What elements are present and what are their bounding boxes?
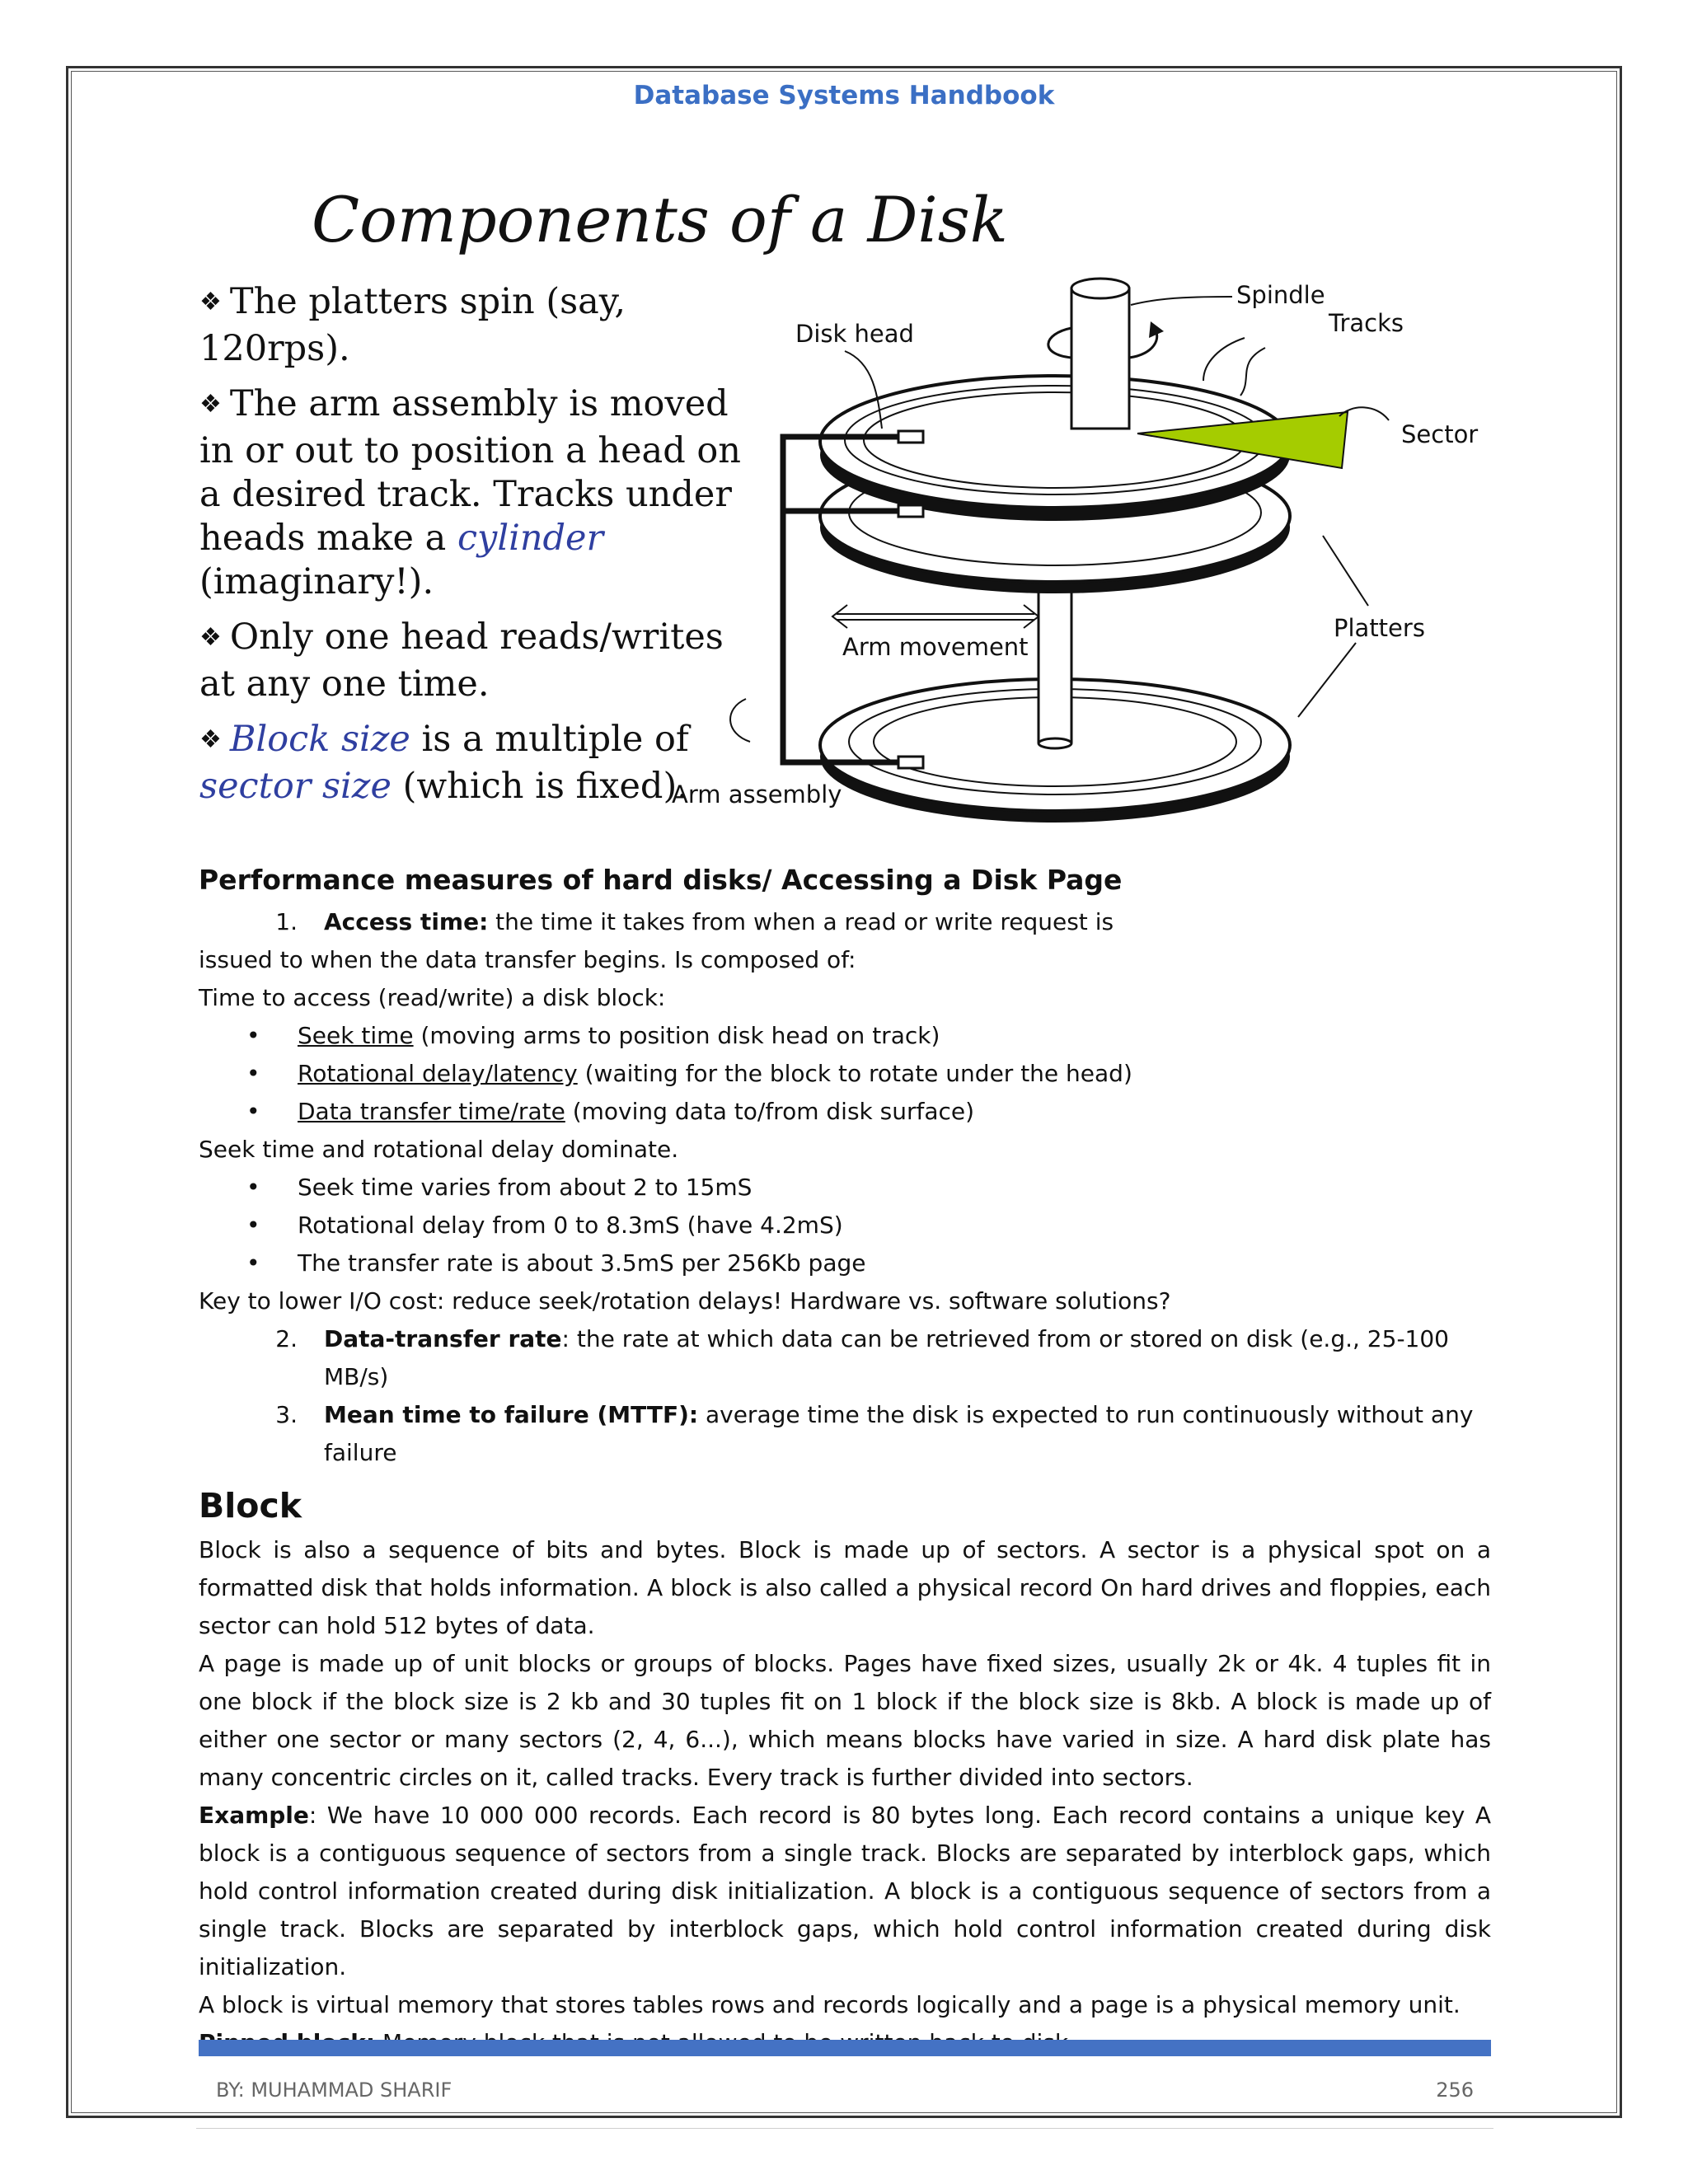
- paragraph: Example: We have 10 000 000 records. Each record is 80 bytes long. Each record contains a unique key A block is a contiguous sequence of sectors from a single track. Blocks are separated by interblock gaps, which hold control information created during disk initialization. A block is a contiguous sequence of sectors from a single track. Blocks are separated by interblock gaps, which hold control information created during disk initialization.: [199, 1802, 1491, 1980]
- numbered-item: 2. Data-transfer rate: the rate at which data can be retrieved from or stored on disk (e.g., 25-100 MB/s): [275, 1325, 1449, 1390]
- bullet-icon: •: [246, 1212, 260, 1239]
- numbered-item: 1. Access time: the time it takes from when a read or write request is: [275, 908, 1114, 935]
- slide-title: Components of a Disk: [312, 183, 1008, 256]
- diamond-bullet-icon: ❖: [199, 725, 222, 754]
- spindle-upper: [1071, 288, 1129, 429]
- slide-bullet: ❖ The arm assembly is moved in or out to position a head on a desired track. Tracks under heads make a cylinder (imaginary!).: [199, 383, 741, 602]
- label-sector: Sector: [1401, 420, 1479, 448]
- numbered-item: 3. Mean time to failure (MTTF): average time the disk is expected to run continuously without any failure: [275, 1401, 1474, 1466]
- bullet-icon: •: [246, 1174, 260, 1201]
- label-tracks: Tracks: [1329, 309, 1404, 337]
- header-title: Database Systems Handbook: [633, 81, 1055, 110]
- label-disk-head: Disk head: [795, 320, 914, 348]
- slide-bullet: ❖ Only one head reads/writes at any one time.: [199, 616, 724, 705]
- paragraph: issued to when the data transfer begins. Is composed of:: [199, 946, 856, 973]
- bottom-divider: [196, 2128, 1493, 2129]
- list-item: • Rotational delay/latency (waiting for the block to rotate under the head): [199, 1055, 1491, 1093]
- diamond-bullet-icon: ❖: [199, 288, 222, 316]
- label-arm-assembly: Arm assembly: [672, 780, 842, 808]
- paragraph: Seek time and rotational delay dominate.: [199, 1136, 679, 1163]
- diamond-bullet-icon: ❖: [199, 390, 222, 419]
- paragraph: A page is made up of unit blocks or groups of blocks. Pages have fixed sizes, usually 2k or 4k. 4 tuples fit in one block if the block size is 2 kb and 30 tuples fit on 1 block if the block size is 8kb. A block is made up of either one sector or many sectors (2, 4, 6...), which means blocks have varied in size. A hard disk plate has many concentric circles on it, called tracks. Every track is further divided into sectors.: [199, 1650, 1491, 1791]
- list-item: • Data transfer time/rate (moving data to/from disk surface): [199, 1093, 1491, 1131]
- slide-bullet: ❖ The platters spin (say, 120rps).: [199, 281, 626, 369]
- slide-bullet: ❖ Block size is a multiple of sector size (which is fixed).: [199, 719, 689, 807]
- label-spindle: Spindle: [1236, 281, 1325, 309]
- list-item: • Rotational delay from 0 to 8.3mS (have 4.2mS): [199, 1207, 1491, 1244]
- footer-bar: [199, 2040, 1491, 2056]
- bullet-icon: •: [246, 1022, 260, 1049]
- paragraph: Block is also a sequence of bits and bytes. Block is made up of sectors. A sector is a physical spot on a formatted disk that holds information. A block is also called a physical record On hard drives and floppies, each sector can hold 512 bytes of data.: [199, 1536, 1491, 1639]
- bullet-icon: •: [246, 1098, 260, 1125]
- page-number: 256: [1436, 2079, 1474, 2102]
- label-arm-movement: Arm movement: [842, 633, 1029, 661]
- diamond-bullet-icon: ❖: [199, 623, 222, 652]
- list-item: • Seek time varies from about 2 to 15mS: [199, 1169, 1491, 1207]
- disk-diagram: [626, 272, 1500, 849]
- bullet-icon: •: [246, 1060, 260, 1087]
- footer-author: BY: MUHAMMAD SHARIF: [216, 2079, 452, 2102]
- bullet-icon: •: [246, 1249, 260, 1277]
- label-platters: Platters: [1334, 614, 1425, 642]
- top-platter: [820, 376, 1290, 521]
- arm-movement-arrow: [832, 605, 1039, 628]
- list-item: • Seek time (moving arms to position disk head on track): [199, 1017, 1491, 1055]
- main-content: [199, 857, 1491, 2062]
- paragraph: A block is virtual memory that stores tables rows and records logically and a page is a physical memory unit.: [199, 1991, 1461, 2018]
- block-heading: Block: [199, 1486, 302, 1526]
- paragraph: Time to access (read/write) a disk block:: [199, 984, 666, 1011]
- list-item: • The transfer rate is about 3.5mS per 256Kb page: [199, 1244, 1491, 1282]
- perf-heading: Performance measures of hard disks/ Accessing a Disk Page: [199, 864, 1123, 896]
- paragraph: Key to lower I/O cost: reduce seek/rotation delays! Hardware vs. software solutions?: [199, 1287, 1171, 1315]
